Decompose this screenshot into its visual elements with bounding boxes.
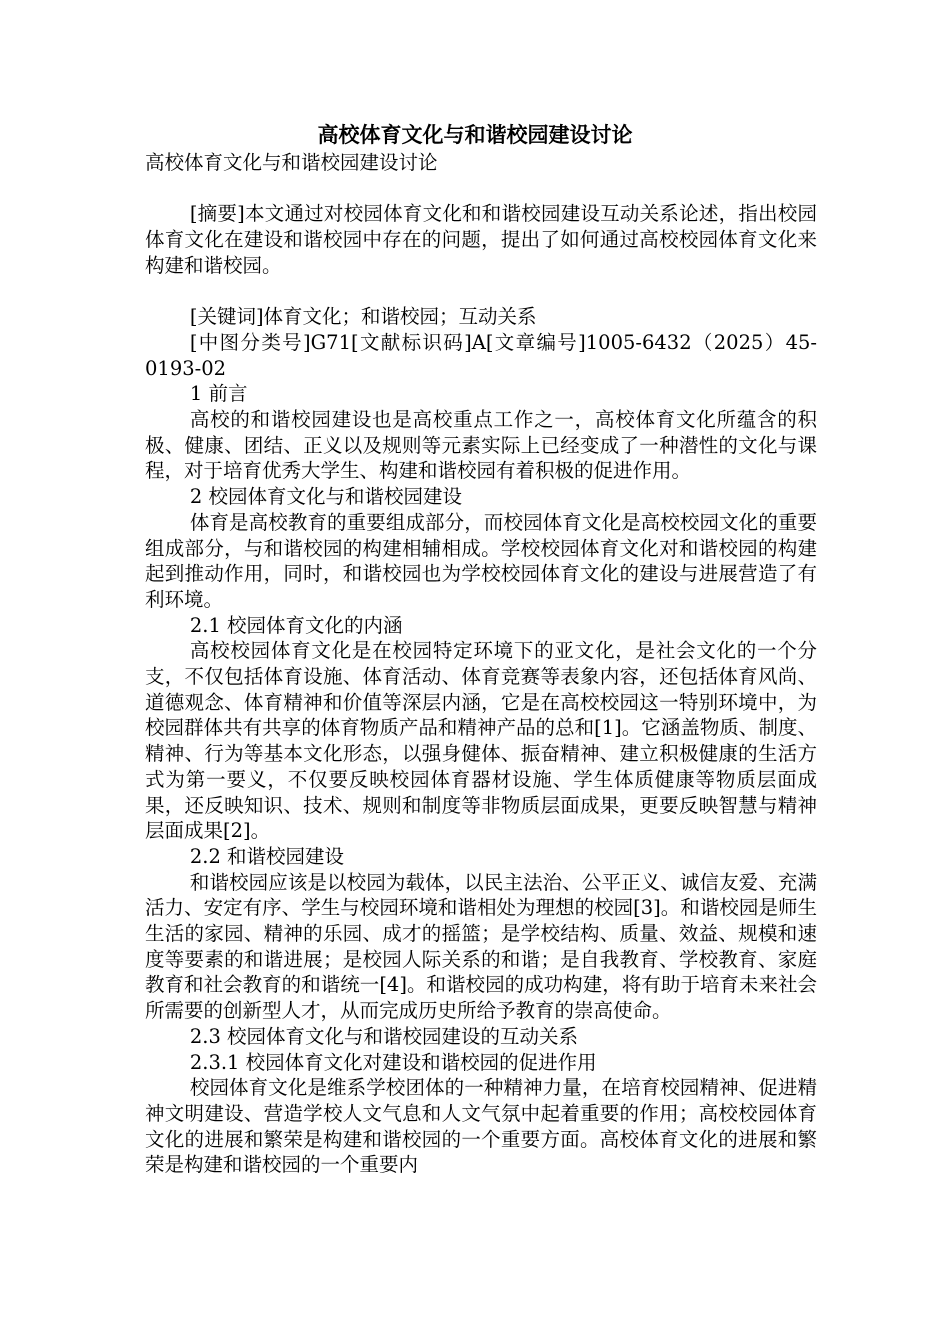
document-subtitle: 高校体育文化与和谐校园建设讨论: [145, 151, 438, 174]
section-heading-2: 2 校园体育文化与和谐校园建设: [189, 485, 462, 509]
classification-line: [中图分类号]G71[文献标识码]A[文章编号]1005-6432（2025）45-0193-02: [145, 330, 817, 380]
section-heading-1: 1 前言: [189, 382, 248, 406]
section-heading-2-2: 2.2 和谐校园建设: [189, 844, 345, 868]
document-title: 高校体育文化与和谐校园建设讨论: [317, 122, 633, 147]
keywords-line: [关键词]体育文化；和谐校园；互动关系: [189, 305, 537, 329]
section-heading-2-3-1: 2.3.1 校园体育文化对建设和谐校园的促进作用: [189, 1050, 597, 1074]
paragraph-1: 高校的和谐校园建设也是高校重点工作之一，高校体育文化所蕴含的积极、健康、团结、正义以及规则等元素实际上已经变成了一种潜性的文化与课程，对于培育优秀大学生、构建和谐校园有着积极的促进作用。: [145, 408, 817, 483]
document-body: [145, 150, 817, 1178]
blank-line: [145, 279, 817, 305]
paragraph-2: 体育是高校教育的重要组成部分，而校园体育文化是高校校园文化的重要组成部分，与和谐校园的构建相辅相成。学校校园体育文化对和谐校园的构建起到推动作用，同时，和谐校园也为学校校园体育文化的建设与进展营造了有利环境。: [145, 510, 817, 611]
section-heading-2-3: 2.3 校园体育文化与和谐校园建设的互动关系: [189, 1024, 579, 1048]
paragraph-2-1: 高校校园体育文化是在校园特定环境下的亚文化，是社会文化的一个分支，不仅包括体育设施、体育活动、体育竞赛等表象内容，还包括体育风尚、道德观念、体育精神和价值等深层内涵，它是在高校校园这一特别环境中，为校园群体共有共享的体育物质产品和精神产品的总和[1]。它涵盖物质、制度、精神、行为等基本文化形态，以强身健体、振奋精神、建立积极健康的生活方式为第一要义，不仅要反映校园体育器材设施、学生体质健康等物质层面成果，还反映知识、技术、规则和制度等非物质层面成果，更要反映智慧与精神层面成果[2]。: [145, 639, 817, 843]
paragraph-2-3-1: 校园体育文化是维系学校团体的一种精神力量，在培育校园精神、促进精神文明建设、营造学校人文气息和人文气氛中起着重要的作用；高校校园体育文化的进展和繁荣是构建和谐校园的一个重要方面。高校体育文化的进展和繁荣是构建和谐校园的一个重要内: [145, 1076, 817, 1177]
blank-line: [145, 176, 817, 202]
abstract-paragraph: [摘要]本文通过对校园体育文化和和谐校园建设互动关系论述，指出校园体育文化在建设和谐校园中存在的问题，提出了如何通过高校校园体育文化来构建和谐校园。: [145, 202, 817, 277]
paragraph-2-2: 和谐校园应该是以校园为载体，以民主法治、公平正义、诚信友爱、充满活力、安定有序、学生与校园环境和谐相处为理想的校园[3]。和谐校园是师生生活的家园、精神的乐园、成才的摇篮；是学校结构、质量、效益、规模和速度等要素的和谐进展；是校园人际关系的和谐；是自我教育、学校教育、家庭教育和社会教育的和谐统一[4]。和谐校园的成功构建，将有助于培育未来社会所需要的创新型人才，从而完成历史所给予教育的崇高使命。: [145, 870, 817, 1023]
section-heading-2-1: 2.1 校园体育文化的内涵: [189, 613, 403, 637]
